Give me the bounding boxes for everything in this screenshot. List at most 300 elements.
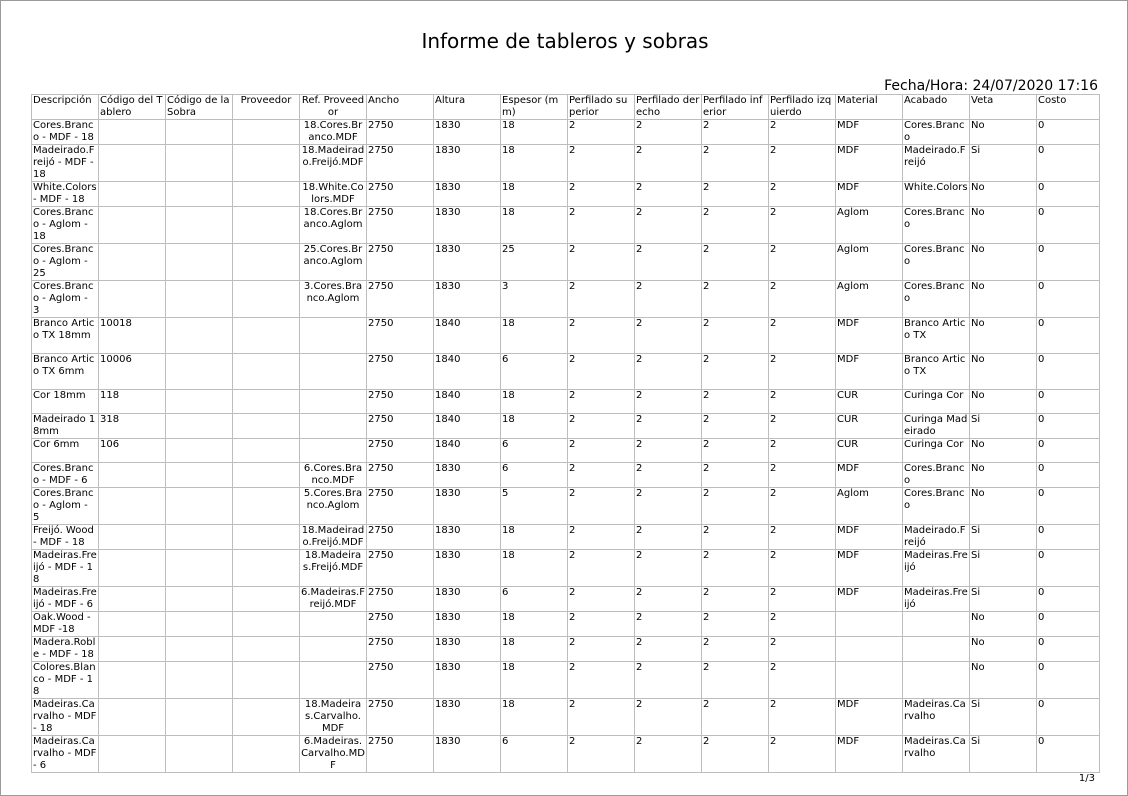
page-indicator: 1/3 [1078, 773, 1095, 784]
table-cell: Madeiras.Carvalho [903, 736, 970, 773]
table-cell [166, 736, 233, 773]
table-cell: 18 [501, 145, 568, 182]
table-cell [166, 587, 233, 612]
table-cell: 2750 [367, 699, 434, 736]
table-cell: Madeirado.Freijó [903, 525, 970, 550]
table-cell [99, 699, 166, 736]
table-cell: 2 [702, 612, 769, 637]
table-cell: CUR [836, 439, 903, 463]
table-cell: 1830 [434, 207, 501, 244]
table-cell: 2 [769, 390, 836, 414]
table-cell: 3 [501, 281, 568, 318]
table-cell: 2 [568, 637, 635, 662]
table-cell: 0 [1037, 439, 1100, 463]
table-cell [233, 662, 300, 699]
table-cell: 6 [501, 587, 568, 612]
table-cell: MDF [836, 525, 903, 550]
table-cell [903, 637, 970, 662]
table-row [32, 736, 1100, 773]
table-cell [836, 662, 903, 699]
table-row [32, 414, 1100, 439]
table-cell [233, 699, 300, 736]
table-cell [166, 354, 233, 390]
table-cell: MDF [836, 736, 903, 773]
table-cell: CUR [836, 414, 903, 439]
table-cell: 2 [635, 662, 702, 699]
table-cell: Cores.Branco [903, 281, 970, 318]
table-cell [233, 244, 300, 281]
table-cell: Si [970, 550, 1037, 587]
table-cell: 2 [769, 120, 836, 145]
table-cell [99, 182, 166, 207]
table-cell [233, 145, 300, 182]
table-cell: 2 [635, 318, 702, 354]
table-cell: 1840 [434, 318, 501, 354]
table-cell: 1830 [434, 488, 501, 525]
table-cell: Cor 6mm [32, 439, 99, 463]
table-cell: 2750 [367, 736, 434, 773]
table-cell: 2 [769, 145, 836, 182]
table-row [32, 145, 1100, 182]
table-cell: Cores.Branco - MDF - 18 [32, 120, 99, 145]
table-cell: 2 [635, 439, 702, 463]
table-cell: 2 [769, 439, 836, 463]
table-cell: Madeiras.Carvalho - MDF - 6 [32, 736, 99, 773]
table-cell: Aglom [836, 207, 903, 244]
table-cell: 2 [568, 318, 635, 354]
table-cell: No [970, 390, 1037, 414]
table-cell: 2 [568, 550, 635, 587]
table-row [32, 439, 1100, 463]
table-cell: MDF [836, 463, 903, 488]
table-cell: 2 [702, 207, 769, 244]
table-cell [903, 612, 970, 637]
table-cell: No [970, 439, 1037, 463]
table-cell [166, 318, 233, 354]
table-cell: 6 [501, 736, 568, 773]
table-cell [166, 550, 233, 587]
table-cell [166, 612, 233, 637]
table-cell [233, 281, 300, 318]
table-cell [233, 525, 300, 550]
table-cell: 1830 [434, 525, 501, 550]
table-row [32, 699, 1100, 736]
table-cell: 25 [501, 244, 568, 281]
table-cell: Cores.Branco [903, 207, 970, 244]
table-cell: Madera.Roble - MDF - 18 [32, 637, 99, 662]
report-datetime: Fecha/Hora: 24/07/2020 17:16 [884, 78, 1098, 94]
table-cell: 2 [702, 120, 769, 145]
table-cell: MDF [836, 550, 903, 587]
table-cell: Cores.Branco - Aglom - 25 [32, 244, 99, 281]
table-cell: 2 [568, 662, 635, 699]
table-cell: 18.Cores.Branco.MDF [300, 120, 367, 145]
table-cell [300, 354, 367, 390]
table-cell: 2 [702, 244, 769, 281]
table-cell: 2 [568, 736, 635, 773]
table-cell: 18 [501, 637, 568, 662]
table-cell: 18 [501, 120, 568, 145]
table-cell: 1830 [434, 587, 501, 612]
table-cell: 2 [635, 120, 702, 145]
table-cell: 2 [635, 244, 702, 281]
table-cell: CUR [836, 390, 903, 414]
table-cell: 2 [635, 354, 702, 390]
table-cell: 2 [568, 281, 635, 318]
table-cell: 1830 [434, 550, 501, 587]
table-cell [233, 354, 300, 390]
table-cell [836, 637, 903, 662]
table-cell [300, 414, 367, 439]
table-cell: Cores.Branco - Aglom - 5 [32, 488, 99, 525]
table-cell: 2 [769, 525, 836, 550]
table-cell: Si [970, 699, 1037, 736]
table-cell: 0 [1037, 207, 1100, 244]
table-cell: Oak.Wood - MDF -18 [32, 612, 99, 637]
table-cell [166, 390, 233, 414]
table-cell: Si [970, 525, 1037, 550]
column-header-codigo-sobra: Código de la Sobra [166, 95, 233, 120]
table-cell: 0 [1037, 390, 1100, 414]
table-cell [166, 699, 233, 736]
table-cell: 2 [568, 525, 635, 550]
table-cell: 2 [568, 244, 635, 281]
table-cell: 2 [568, 390, 635, 414]
table-cell [99, 587, 166, 612]
table-cell: 2 [635, 414, 702, 439]
table-row [32, 550, 1100, 587]
table-cell: 2 [769, 281, 836, 318]
table-cell: 2 [702, 488, 769, 525]
table-cell: MDF [836, 354, 903, 390]
table-cell [233, 120, 300, 145]
table-cell: 2750 [367, 550, 434, 587]
table-cell: 1830 [434, 662, 501, 699]
table-cell [166, 637, 233, 662]
table-cell: 2 [769, 550, 836, 587]
table-cell: 0 [1037, 637, 1100, 662]
table-row [32, 525, 1100, 550]
table-cell: White.Colors - MDF - 18 [33, 182, 97, 205]
table-cell: 0 [1037, 414, 1100, 439]
table-cell [233, 612, 300, 637]
table-cell: 25.Cores.Branco.Aglom [300, 244, 367, 281]
table-cell: Madeiras.Freijó - MDF - 18 [33, 550, 97, 585]
table-cell: 2 [769, 414, 836, 439]
table-cell: No [970, 207, 1037, 244]
table-row [32, 390, 1100, 414]
table-cell: 2 [635, 463, 702, 488]
table-cell: 1830 [434, 182, 501, 207]
table-cell: 1830 [434, 637, 501, 662]
table-row [32, 637, 1100, 662]
table-cell [99, 145, 166, 182]
table-cell: 2 [769, 662, 836, 699]
table-row [32, 120, 1100, 145]
table-cell: 2 [568, 587, 635, 612]
boards-table [31, 94, 1100, 773]
table-cell: 1830 [434, 736, 501, 773]
table-cell: 0 [1037, 244, 1100, 281]
column-header-ref-proveedor: Ref. Proveedor [300, 95, 367, 120]
table-cell: Cores.Branco [903, 463, 970, 488]
table-cell [99, 525, 166, 550]
table-cell: Cores.Branco - MDF - 6 [32, 463, 99, 488]
table-cell [300, 439, 367, 463]
table-cell: MDF [836, 182, 903, 207]
table-cell: 6.Cores.Branco.MDF [300, 463, 367, 488]
table-cell [233, 637, 300, 662]
table-cell: Aglom [836, 488, 903, 525]
table-cell [166, 662, 233, 699]
table-cell: 18.Cores.Branco.Aglom [300, 207, 367, 244]
table-cell: 2 [769, 736, 836, 773]
table-cell: 5 [501, 488, 568, 525]
table-cell: 2 [568, 207, 635, 244]
table-cell: 118 [99, 390, 166, 414]
table-cell: 2 [568, 699, 635, 736]
table-row [32, 244, 1100, 281]
table-cell: 2 [635, 390, 702, 414]
table-cell: 0 [1037, 612, 1100, 637]
table-cell: 2 [769, 699, 836, 736]
table-cell: No [970, 612, 1037, 637]
table-header-row [32, 95, 1100, 120]
table-cell: 2 [702, 463, 769, 488]
table-cell [233, 182, 300, 207]
table-cell [233, 488, 300, 525]
table-row [32, 207, 1100, 244]
table-cell: 0 [1037, 736, 1100, 773]
table-cell: 2 [769, 318, 836, 354]
table-cell [903, 662, 970, 699]
table-cell [166, 414, 233, 439]
table-cell: 0 [1037, 120, 1100, 145]
table-cell: 2 [702, 354, 769, 390]
table-cell: Curinga Madeirado [903, 414, 970, 439]
table-cell: 2 [568, 145, 635, 182]
table-cell: 1830 [434, 281, 501, 318]
table-cell: 0 [1037, 182, 1100, 207]
table-row [32, 318, 1100, 354]
table-cell: 2 [635, 550, 702, 587]
table-cell: 10018 [99, 318, 166, 354]
table-cell: 18 [501, 550, 568, 587]
table-cell: 2 [702, 281, 769, 318]
table-cell: 2 [702, 318, 769, 354]
table-cell: 2 [635, 699, 702, 736]
table-cell: 6 [501, 439, 568, 463]
table-cell: 2750 [367, 525, 434, 550]
column-header-descripcion: Descripción [32, 95, 99, 120]
table-cell: 18 [501, 612, 568, 637]
table-cell: Curinga Cor [903, 390, 970, 414]
table-cell: Madeiras.Freijó [904, 587, 968, 610]
column-header-perfilado-superior: Perfilado superior [568, 95, 635, 120]
table-cell: 0 [1037, 145, 1100, 182]
table-cell: 2750 [367, 439, 434, 463]
table-cell: Branco Artico TX 18mm [32, 318, 99, 354]
table-row [32, 612, 1100, 637]
table-cell: 18 [501, 662, 568, 699]
table-cell: Madeiras.Carvalho - MDF - 18 [32, 699, 99, 736]
table-cell: 2 [769, 354, 836, 390]
table-row [32, 587, 1100, 612]
table-cell [99, 612, 166, 637]
table-cell: 1840 [434, 390, 501, 414]
table-cell [166, 463, 233, 488]
table-cell: Aglom [836, 244, 903, 281]
table-cell: 2 [702, 736, 769, 773]
table-cell: 2 [635, 145, 702, 182]
table-cell: 1830 [434, 145, 501, 182]
table-row [32, 463, 1100, 488]
table-cell [99, 207, 166, 244]
table-cell: Cores.Branco [903, 488, 970, 525]
table-cell: 2750 [367, 354, 434, 390]
table-cell: Aglom [836, 281, 903, 318]
table-cell: 2750 [367, 207, 434, 244]
table-cell [233, 414, 300, 439]
table-cell: 0 [1037, 699, 1100, 736]
table-cell: No [970, 463, 1037, 488]
table-cell: 5.Cores.Branco.Aglom [300, 488, 367, 525]
table-cell: 0 [1037, 662, 1100, 699]
table-cell [233, 207, 300, 244]
table-cell: 2 [702, 182, 769, 207]
table-cell: Madeirado.Freijó - MDF - 18 [32, 145, 99, 182]
table-cell: Colores.Blanco - MDF - 18 [32, 662, 99, 699]
table-cell: 2 [769, 463, 836, 488]
column-header-ancho: Ancho [367, 95, 434, 120]
table-cell: MDF [836, 120, 903, 145]
table-cell: 2 [702, 525, 769, 550]
table-cell: 10006 [99, 354, 166, 390]
table-cell: MDF [836, 587, 903, 612]
table-cell [233, 390, 300, 414]
table-cell [166, 488, 233, 525]
table-cell [300, 318, 367, 354]
table-cell [99, 281, 166, 318]
table-cell: Si [970, 736, 1037, 773]
table-cell: 2 [769, 488, 836, 525]
table-cell: 106 [99, 439, 166, 463]
table-cell: 1830 [434, 244, 501, 281]
table-cell: No [970, 244, 1037, 281]
table-cell: 18.White.Colors.MDF [300, 182, 367, 207]
table-cell [233, 318, 300, 354]
table-cell [99, 488, 166, 525]
table-cell: 18 [501, 699, 568, 736]
table-cell: 18.Madeiras.Freijó.MDF [300, 550, 367, 587]
table-cell: Cores.Branco - Aglom - 3 [32, 281, 99, 318]
table-cell: 2750 [367, 120, 434, 145]
table-cell [166, 182, 233, 207]
table-cell [166, 244, 233, 281]
table-cell: 2750 [367, 463, 434, 488]
table-cell: 0 [1037, 354, 1100, 390]
table-cell: 318 [99, 414, 166, 439]
table-cell: 2750 [367, 662, 434, 699]
table-cell [300, 390, 367, 414]
table-cell: 2750 [367, 637, 434, 662]
table-cell [166, 525, 233, 550]
table-cell: 1840 [434, 439, 501, 463]
table-cell: 2 [635, 612, 702, 637]
table-cell: No [970, 354, 1037, 390]
table-cell: 18.Madeirado.Freijó.MDF [300, 525, 367, 550]
table-cell: Madeiras.Freijó [903, 550, 970, 587]
table-cell: 2750 [367, 145, 434, 182]
table-cell: MDF [836, 699, 903, 736]
table-cell: 6 [501, 354, 568, 390]
column-header-proveedor: Proveedor [233, 95, 300, 120]
table-cell: 6.Madeiras.Freijó.MDF [301, 587, 365, 610]
table-cell: 2 [769, 244, 836, 281]
table-cell [99, 550, 166, 587]
table-cell [99, 637, 166, 662]
table-row [32, 281, 1100, 318]
column-header-altura: Altura [434, 95, 501, 120]
table-cell: 2 [702, 145, 769, 182]
table-cell: 2750 [367, 414, 434, 439]
table-cell: 2 [769, 587, 836, 612]
column-header-perfilado-inferior: Perfilado inferior [702, 95, 769, 120]
table-cell: 2 [702, 587, 769, 612]
table-cell: No [970, 318, 1037, 354]
table-cell: 2750 [367, 318, 434, 354]
table-cell: Madeiras.Freijó - MDF - 6 [33, 587, 97, 610]
table-cell: 2 [568, 488, 635, 525]
table-cell: Cores.Branco [903, 244, 970, 281]
table-row [32, 488, 1100, 525]
table-cell: Madeiras.Carvalho [903, 699, 970, 736]
column-header-acabado: Acabado [903, 95, 970, 120]
table-cell: 2 [702, 439, 769, 463]
table-cell [166, 207, 233, 244]
table-cell: 2 [769, 637, 836, 662]
column-header-espesor: Espesor (mm) [501, 95, 568, 120]
table-cell [233, 463, 300, 488]
table-cell: 1830 [434, 463, 501, 488]
table-cell: Madeirado.Freijó [903, 145, 970, 182]
table-cell: 6.Madeiras.Carvalho.MDF [301, 736, 365, 771]
table-cell [99, 120, 166, 145]
table-cell [300, 662, 367, 699]
table-cell: 2 [702, 550, 769, 587]
table-cell: Si [970, 145, 1037, 182]
table-cell: 2 [635, 637, 702, 662]
table-cell [300, 637, 367, 662]
table-cell [233, 587, 300, 612]
table-cell: No [970, 637, 1037, 662]
table-cell: 18 [501, 414, 568, 439]
table-cell: 0 [1037, 587, 1100, 612]
table-cell: No [970, 662, 1037, 699]
table-cell: 3.Cores.Branco.Aglom [300, 281, 367, 318]
table-cell [99, 736, 166, 773]
table-cell: 2 [568, 463, 635, 488]
table-cell [166, 281, 233, 318]
table-cell: 2750 [367, 281, 434, 318]
table-cell: 2 [635, 587, 702, 612]
column-header-veta: Veta [970, 95, 1037, 120]
table-cell: 1840 [434, 354, 501, 390]
table-cell: 18 [501, 207, 568, 244]
table-cell: 2 [635, 736, 702, 773]
table-cell: 2 [568, 182, 635, 207]
table-cell: No [970, 281, 1037, 318]
